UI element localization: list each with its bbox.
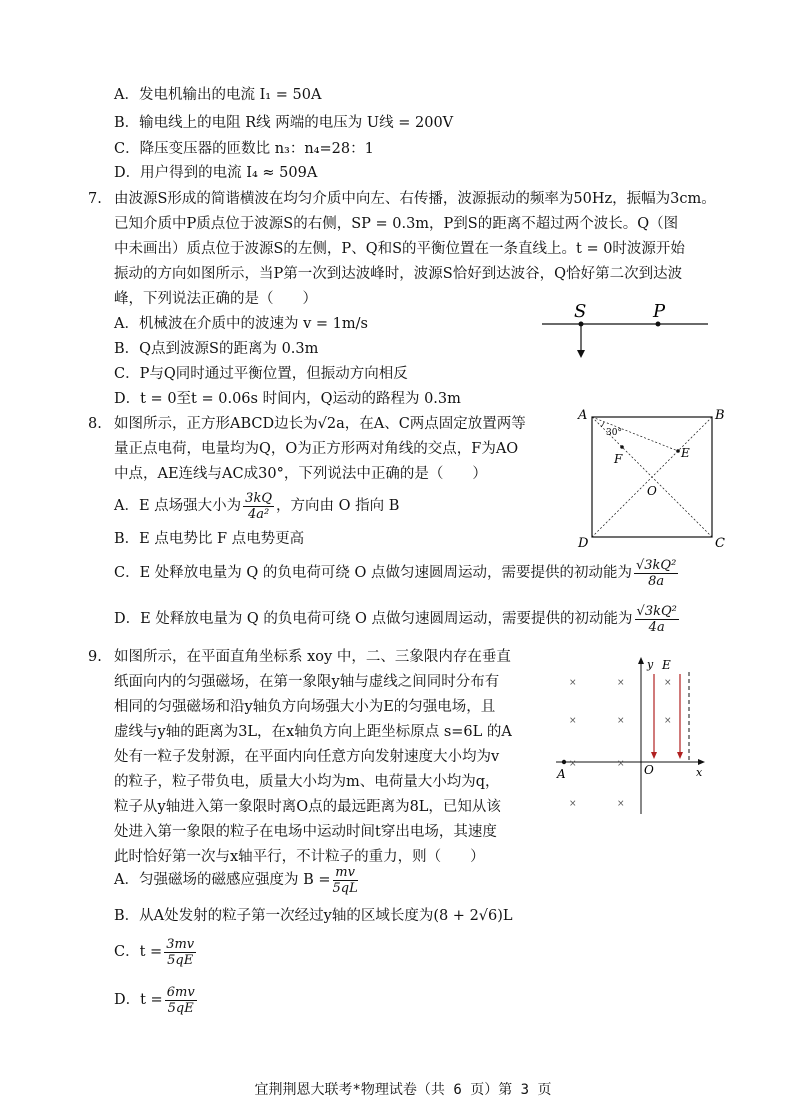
q9-option-c bbox=[114, 932, 198, 972]
q9-field-arrow-1 bbox=[651, 752, 657, 759]
q7-option-d: D．t = 0至t = 0.06s 时间内，Q运动的路程为 0.3m bbox=[114, 391, 461, 407]
q9-label-x: x bbox=[696, 766, 703, 779]
q9-option-c-fraction: $\frac{3mv}{5qE}$ bbox=[166, 936, 195, 968]
q9-number: 9. bbox=[88, 649, 102, 665]
q9-stem-line-4: 虚线与y轴的距离为3L，在x轴负方向上距坐标原点 s=6L 的A bbox=[114, 724, 512, 740]
q7-option-c: C．P与Q同时通过平衡位置，但振动方向相反 bbox=[114, 366, 408, 382]
q8-square-figure bbox=[574, 405, 734, 555]
q9-label-y: y bbox=[647, 658, 654, 671]
q9-cross: × bbox=[617, 759, 625, 769]
q8-label-e: E bbox=[681, 446, 690, 460]
q7-number: 7. bbox=[88, 191, 102, 207]
q9-option-a-text: A．匀强磁场的磁感应强度为 B = bbox=[114, 872, 331, 888]
q9-option-c-text: C．t = bbox=[114, 944, 163, 960]
q7-stem-line-1: 由波源S形成的简谐横波在均匀介质中向左、右传播，波源振动的频率为50Hz，振幅为3cm。 bbox=[114, 191, 716, 207]
q9-cross: × bbox=[617, 678, 625, 688]
q9-stem-line-6: 的粒子，粒子带负电，质量大小均为m、电荷量大小均为q， bbox=[114, 774, 500, 790]
q9-cross: × bbox=[664, 678, 672, 688]
q8-option-d-text: D．E 处释放电量为 Q 的负电荷可绕 O 点做匀速圆周运动，需要提供的初动能为 bbox=[114, 611, 633, 627]
q8-label-angle: 30° bbox=[606, 428, 622, 438]
q9-option-a-fraction: $\frac{mv}{5qL}$ bbox=[332, 864, 358, 896]
q7-option-b: B．Q点到波源S的距离为 0.3m bbox=[114, 341, 319, 357]
q7-wave-figure bbox=[540, 300, 715, 365]
q6-option-c: C．降压变压器的匝数比 n₃：n₄=28：1 bbox=[114, 141, 374, 157]
q6-option-b: B．输电线上的电阻 R线 两端的电压为 U线 = 200V bbox=[114, 115, 454, 131]
q9-option-d-fraction: $\frac{6mv}{5qE}$ bbox=[166, 984, 195, 1016]
q7-stem-line-2: 已知介质中P质点位于波源S的右侧，SP = 0.3m，P到S的距离不超过两个波长。Q（图 bbox=[114, 216, 679, 232]
q9-field-figure bbox=[548, 652, 718, 822]
q9-label-a: A bbox=[557, 767, 566, 781]
page-footer: 宜荆荆恩大联考*物理试卷（共 6 页）第 3 页 bbox=[254, 1082, 552, 1098]
q8-angle-arc bbox=[601, 422, 604, 427]
q9-cross: × bbox=[664, 716, 672, 726]
q8-label-a: A bbox=[578, 408, 588, 423]
q8-point-f bbox=[620, 445, 624, 449]
q8-label-f: F bbox=[614, 452, 623, 466]
q8-stem-line-1: 如图所示，正方形ABCD边长为√2a，在A、C两点固定放置两等 bbox=[114, 416, 526, 432]
q8-label-c: C bbox=[715, 536, 725, 551]
q9-stem-line-7: 粒子从y轴进入第一象限时离O点的最远距离为8L，已知从该 bbox=[114, 799, 501, 815]
q7-option-a: A．机械波在介质中的波速为 v = 1m/s bbox=[114, 316, 368, 332]
q7-label-p: P bbox=[653, 301, 666, 322]
q8-stem-line-2: 量正点电荷，电量均为Q，O为正方形两对角线的交点，F为AO bbox=[114, 441, 519, 457]
q8-point-e bbox=[676, 449, 680, 453]
q9-stem-line-8: 处进入第一象限的粒子在电场中运动时间t穿出电场，其速度 bbox=[114, 824, 497, 840]
q8-option-d bbox=[114, 602, 681, 636]
q9-stem-line-5: 处有一粒子发射源，在平面内向任意方向发射速度大小均为v bbox=[114, 749, 500, 765]
q9-label-e: E bbox=[662, 658, 671, 672]
q7-arrow-head bbox=[577, 350, 585, 358]
q9-option-a bbox=[114, 860, 360, 900]
q7-stem-line-4: 振动的方向如图所示，当P第一次到达波峰时，波源S恰好到达波谷，Q恰好第二次到达波 bbox=[114, 266, 683, 282]
q9-field-arrow-2 bbox=[677, 752, 683, 759]
q9-y-arrow bbox=[638, 657, 644, 664]
q8-option-a-text: A．E 点场强大小为 bbox=[114, 498, 242, 514]
q8-number: 8. bbox=[88, 416, 102, 432]
q7-stem-line-3: 中未画出）质点位于波源S的左侧，P、Q和S的平衡位置在一条直线上。t = 0时波源开始 bbox=[114, 241, 685, 257]
q8-label-b: B bbox=[715, 408, 725, 423]
q9-option-b: B．从A处发射的粒子第一次经过y轴的区域长度为(8 + 2√6)L bbox=[114, 908, 513, 924]
q9-x-arrow bbox=[698, 759, 705, 765]
q9-option-d bbox=[114, 980, 199, 1020]
q9-stem-line-2: 纸面向内的匀强磁场，在第一象限y轴与虚线之间同时分布有 bbox=[114, 674, 500, 690]
q8-line-ae bbox=[592, 417, 678, 451]
q8-option-a-fraction: $\frac{3kQ}{\text{4a²}}$ bbox=[245, 490, 272, 522]
q8-label-d: D bbox=[578, 536, 589, 551]
q9-stem-line-3: 相同的匀强磁场和沿y轴负方向场强大小为E的匀强电场，且 bbox=[114, 699, 496, 715]
q9-label-o: O bbox=[644, 763, 654, 777]
q9-cross: × bbox=[569, 716, 577, 726]
q8-label-o: O bbox=[647, 484, 657, 498]
q7-label-s: S bbox=[574, 301, 587, 322]
q8-option-b: B．E 点电势比 F 点电势更高 bbox=[114, 531, 305, 547]
q6-option-a: A．发电机输出的电流 I₁ = 50A bbox=[114, 87, 322, 103]
q8-option-c-fraction: $\frac{\text{√3kQ²}}{8a}$ bbox=[636, 557, 677, 589]
q9-cross: × bbox=[569, 759, 577, 769]
q7-stem-line-5: 峰，下列说法正确的是（ ） bbox=[114, 291, 317, 307]
q8-option-a bbox=[114, 489, 399, 523]
q9-stem-line-9: 此时恰好第一次与x轴平行，不计粒子的重力，则（ ） bbox=[114, 849, 485, 865]
q6-option-d: D．用户得到的电流 I₄ ≈ 509A bbox=[114, 165, 318, 181]
q9-option-d-text: D．t = bbox=[114, 992, 163, 1008]
q8-stem-line-3: 中点，AE连线与AC成30°，下列说法中正确的是（ ） bbox=[114, 466, 487, 482]
q9-cross: × bbox=[617, 716, 625, 726]
q9-point-a bbox=[562, 760, 566, 764]
q8-option-d-fraction: $\frac{\text{√3kQ²}}{4a}$ bbox=[636, 603, 677, 635]
q9-cross: × bbox=[569, 678, 577, 688]
q9-cross: × bbox=[569, 799, 577, 809]
q9-stem-line-1: 如图所示，在平面直角坐标系 xoy 中，二、三象限内存在垂直 bbox=[114, 649, 511, 665]
q8-option-a-tail: ，方向由 O 指向 B bbox=[275, 498, 400, 514]
q8-option-c-text: C．E 处释放电量为 Q 的负电荷可绕 O 点做匀速圆周运动，需要提供的初动能为 bbox=[114, 565, 632, 581]
q8-option-c bbox=[114, 556, 680, 590]
q9-cross: × bbox=[617, 799, 625, 809]
q7-point-p bbox=[656, 322, 661, 327]
